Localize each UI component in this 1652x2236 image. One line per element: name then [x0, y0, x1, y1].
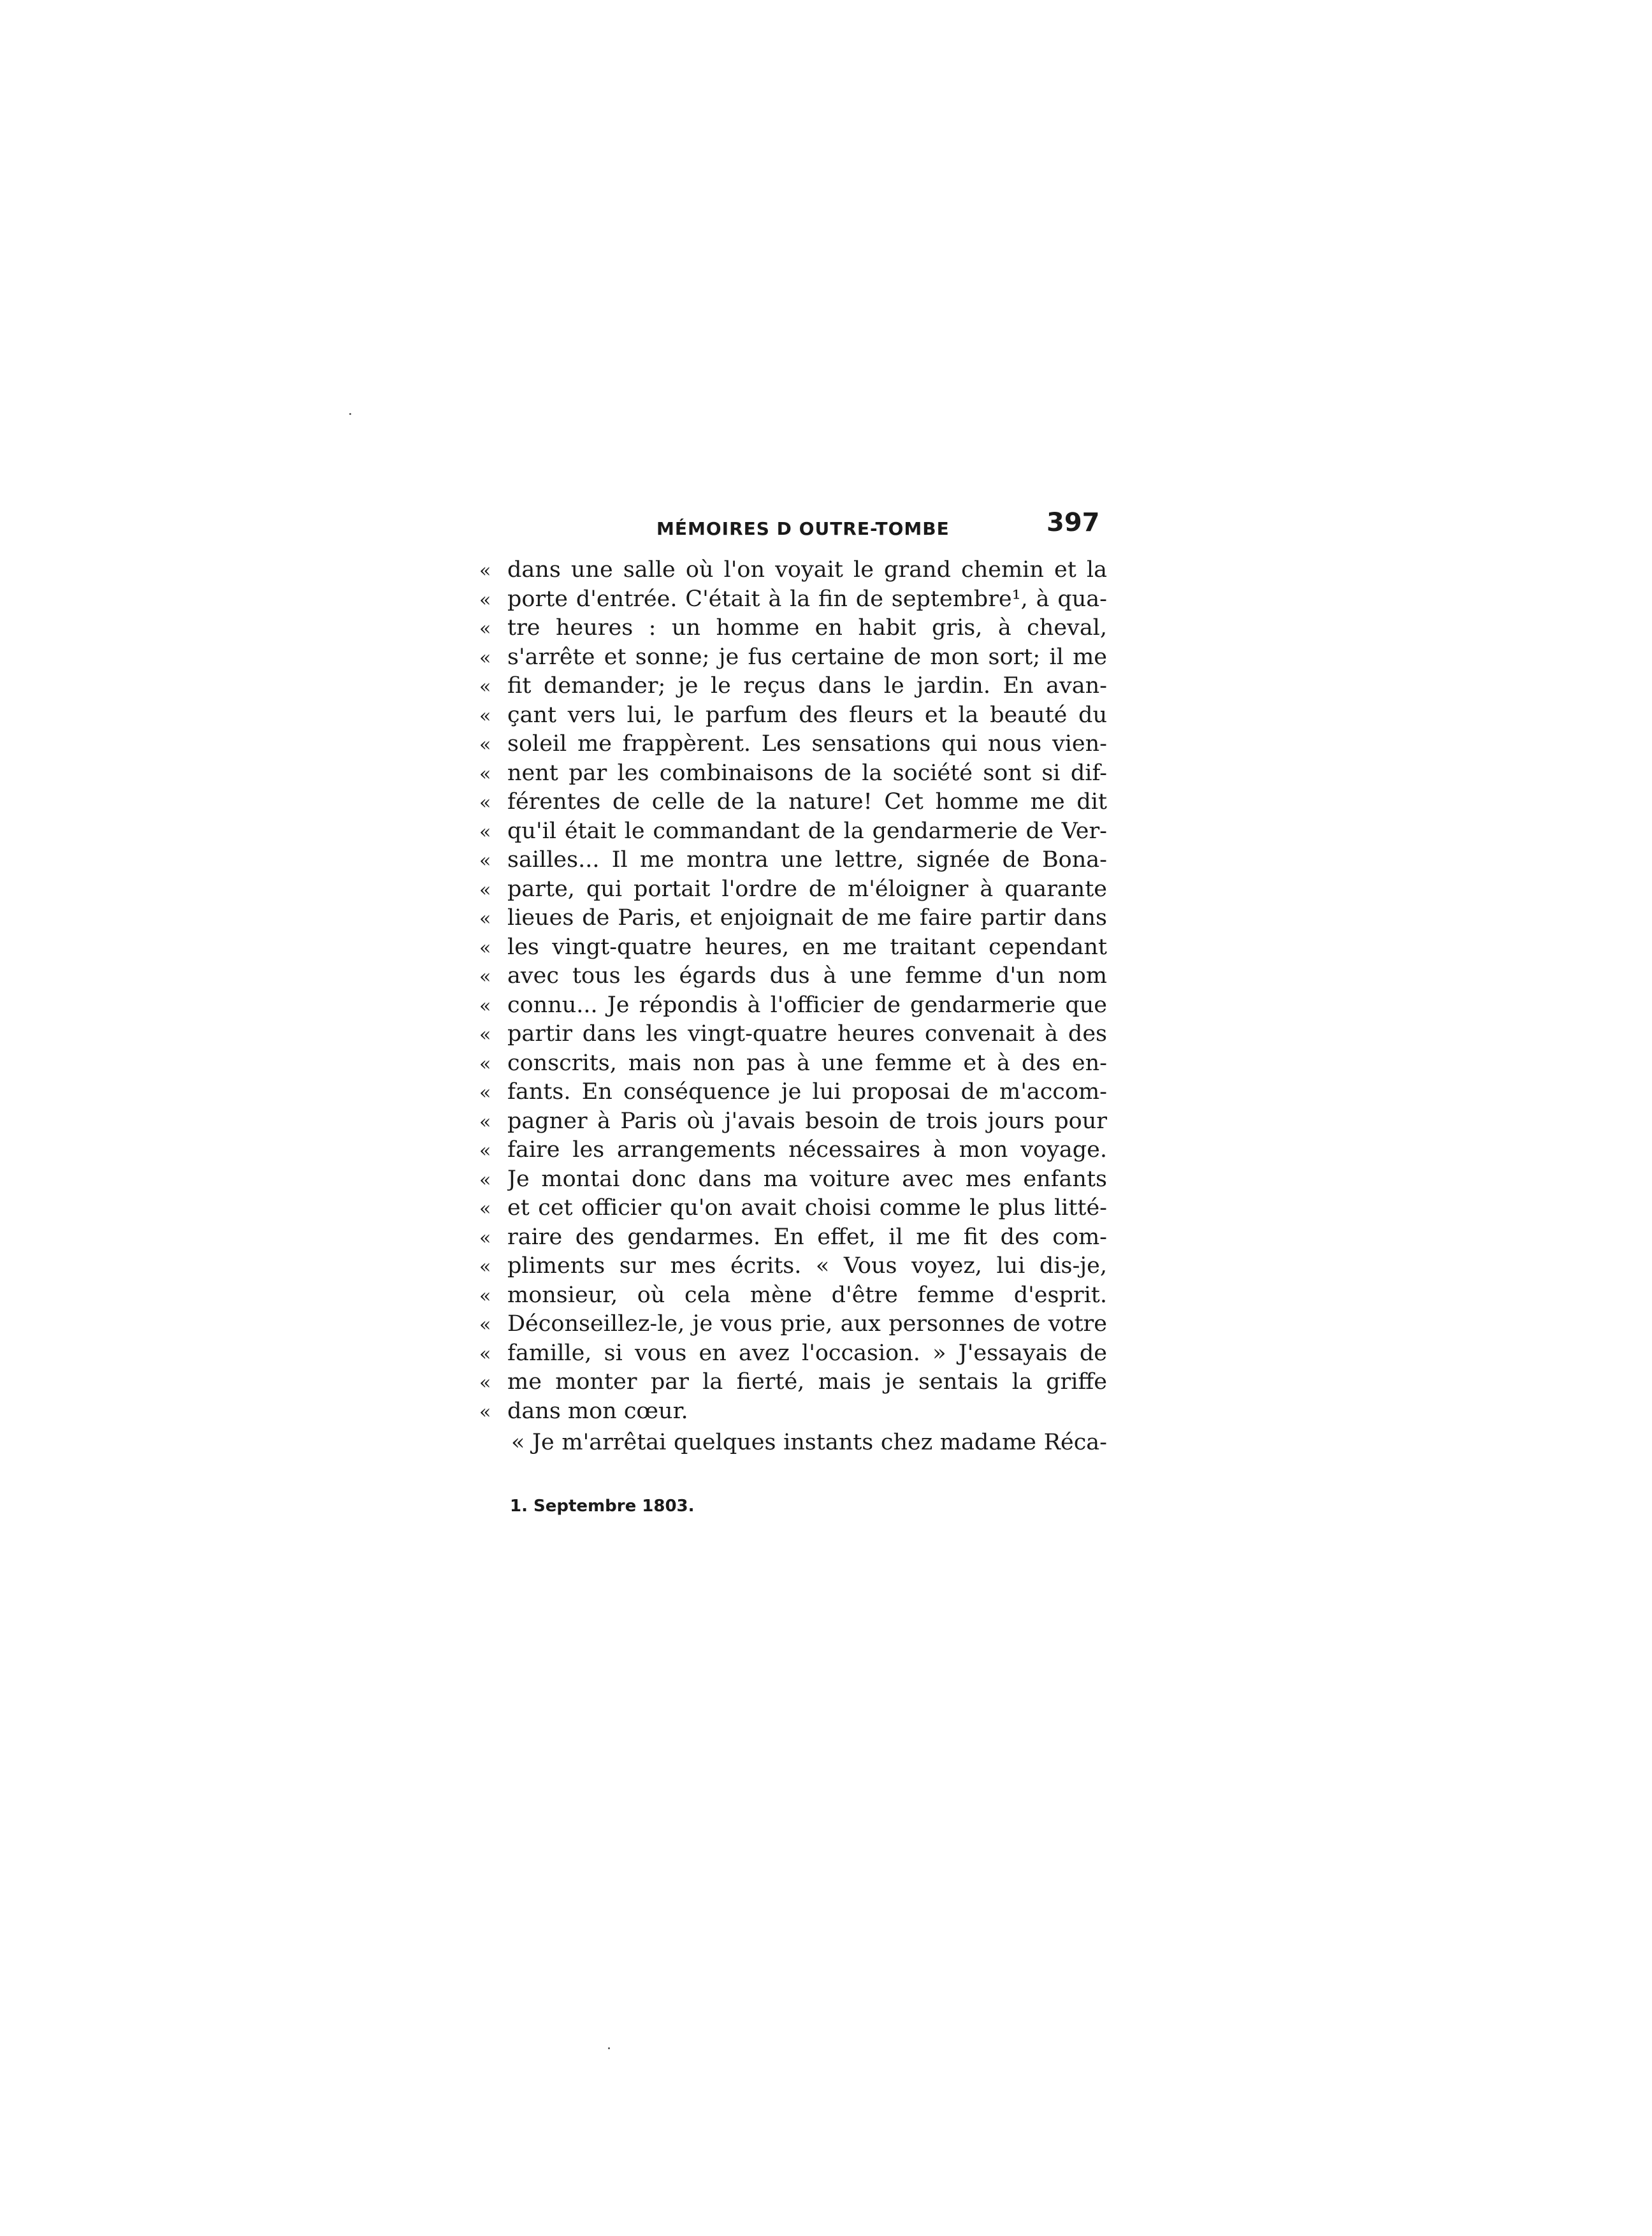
footnote: 1. Septembre 1803.	[510, 1497, 695, 1516]
quote-mark: «	[479, 908, 491, 930]
quote-mark: «	[479, 1052, 491, 1075]
line-text: Déconseillez-le, je vous prie, aux personnes de votre	[507, 1311, 1107, 1337]
text-line	[479, 817, 1107, 846]
line-text: avec tous les égards dus à une femme d'un nom	[507, 963, 1107, 989]
quote-mark: «	[479, 1400, 491, 1423]
quote-mark: «	[479, 1024, 491, 1046]
text-line	[479, 1223, 1107, 1252]
text-line	[479, 846, 1107, 875]
new-paragraph-text: « Je m'arrêtai quelques instants chez madame Réca-	[511, 1430, 1107, 1455]
text-line	[479, 1107, 1107, 1136]
quote-mark: «	[479, 588, 491, 611]
text-line	[479, 788, 1107, 817]
line-text: faire les arrangements nécessaires à mon voyage.	[507, 1137, 1107, 1163]
line-text: qu'il était le commandant de la gendarmerie de Ver-	[507, 818, 1107, 844]
quote-mark: «	[479, 878, 491, 901]
line-text: soleil me frappèrent. Les sensations qui nous vien-	[507, 731, 1107, 757]
quote-mark: «	[479, 618, 491, 640]
text-line	[479, 1310, 1107, 1339]
text-line	[479, 875, 1107, 904]
line-text: çant vers lui, le parfum des fleurs et la beauté du	[507, 702, 1107, 728]
text-line	[479, 1165, 1107, 1194]
text-line	[479, 1020, 1107, 1049]
line-text: fit demander; je le reçus dans le jardin. En avan-	[507, 673, 1107, 699]
text-line	[479, 933, 1107, 962]
quote-mark: «	[479, 850, 491, 872]
quote-mark: «	[479, 1082, 491, 1104]
line-text: férentes de celle de la nature! Cet homme me dit	[507, 789, 1107, 815]
line-text: pliments sur mes écrits. « Vous voyez, lui dis-je,	[507, 1253, 1107, 1279]
text-line	[479, 1252, 1107, 1281]
line-text: conscrits, mais non pas à une femme et à des en-	[507, 1050, 1107, 1076]
text-line	[479, 962, 1107, 991]
line-text: sailles... Il me montra une lettre, signée de Bona-	[507, 847, 1107, 873]
quote-mark: «	[479, 1372, 491, 1394]
scan-speck	[349, 413, 351, 415]
line-text: s'arrête et sonne; je fus certaine de mon sort; il me	[507, 644, 1107, 670]
line-text: lieues de Paris, et enjoignait de me faire partir dans	[507, 905, 1107, 931]
text-line	[479, 904, 1107, 933]
line-text: parte, qui portait l'ordre de m'éloigner à quarante	[507, 876, 1107, 902]
quote-mark: «	[479, 1226, 491, 1249]
quote-mark: «	[479, 1168, 491, 1191]
line-text: et cet officier qu'on avait choisi comme le plus litté-	[507, 1195, 1107, 1221]
quote-mark: «	[479, 1314, 491, 1336]
line-text: raire des gendarmes. En effet, il me fit des com-	[507, 1224, 1107, 1250]
text-line	[479, 1194, 1107, 1223]
text-line	[479, 1136, 1107, 1165]
text-line	[479, 759, 1107, 788]
text-line	[479, 556, 1107, 585]
quote-mark: «	[479, 734, 491, 756]
line-text: monsieur, où cela mène d'être femme d'esprit.	[507, 1282, 1107, 1308]
line-text: les vingt-quatre heures, en me traitant cependant	[507, 934, 1107, 960]
quote-mark: «	[479, 966, 491, 988]
text-line	[479, 730, 1107, 759]
line-text: Je montai donc dans ma voiture avec mes enfants	[507, 1166, 1107, 1192]
text-line	[479, 1397, 1107, 1427]
quote-mark: «	[479, 704, 491, 727]
line-text: porte d'entrée. C'était à la fin de septembre¹, à qua-	[507, 586, 1107, 612]
line-text: nent par les combinaisons de la société sont si dif-	[507, 760, 1107, 786]
text-line	[479, 1078, 1107, 1107]
page-number: 397	[1047, 508, 1100, 537]
quote-mark: «	[479, 646, 491, 669]
body-text	[479, 556, 1107, 1459]
line-text: me monter par la fierté, mais je sentais la griffe	[507, 1369, 1107, 1395]
quote-mark: «	[479, 994, 491, 1017]
text-line	[479, 672, 1107, 701]
quote-mark: «	[479, 676, 491, 698]
text-line	[479, 1339, 1107, 1368]
text-line	[479, 1049, 1107, 1078]
running-title: MÉMOIRES D OUTRE-TOMBE	[656, 518, 950, 539]
text-line	[479, 614, 1107, 643]
quote-mark: «	[479, 762, 491, 785]
new-paragraph	[479, 1426, 1107, 1459]
text-line	[479, 585, 1107, 614]
quote-mark: «	[479, 936, 491, 959]
line-text: dans mon cœur.	[507, 1398, 688, 1424]
line-text: pagner à Paris où j'avais besoin de trois jours pour	[507, 1108, 1107, 1134]
text-line	[479, 643, 1107, 672]
line-text: fants. En conséquence je lui proposai de m'accom-	[507, 1079, 1107, 1105]
scan-speck	[608, 2047, 610, 2049]
quote-mark: «	[479, 820, 491, 843]
quote-mark: «	[479, 1342, 491, 1365]
quote-mark: «	[479, 560, 491, 582]
text-line	[479, 701, 1107, 730]
quote-mark: «	[479, 792, 491, 814]
quote-mark: «	[479, 1284, 491, 1307]
quote-mark: «	[479, 1110, 491, 1133]
page-header	[650, 507, 1106, 545]
line-text: famille, si vous en avez l'occasion. » J'essayais de	[507, 1340, 1107, 1366]
text-line	[479, 1281, 1107, 1310]
line-text: connu... Je répondis à l'officier de gendarmerie que	[507, 992, 1107, 1018]
quote-mark: «	[479, 1256, 491, 1278]
text-line	[479, 1368, 1107, 1397]
line-text: dans une salle où l'on voyait le grand chemin et la	[507, 557, 1107, 583]
quote-mark: «	[479, 1140, 491, 1162]
line-text: partir dans les vingt-quatre heures convenait à des	[507, 1021, 1107, 1047]
quote-mark: «	[479, 1198, 491, 1220]
line-text: tre heures : un homme en habit gris, à cheval,	[507, 615, 1107, 641]
text-line	[479, 991, 1107, 1020]
